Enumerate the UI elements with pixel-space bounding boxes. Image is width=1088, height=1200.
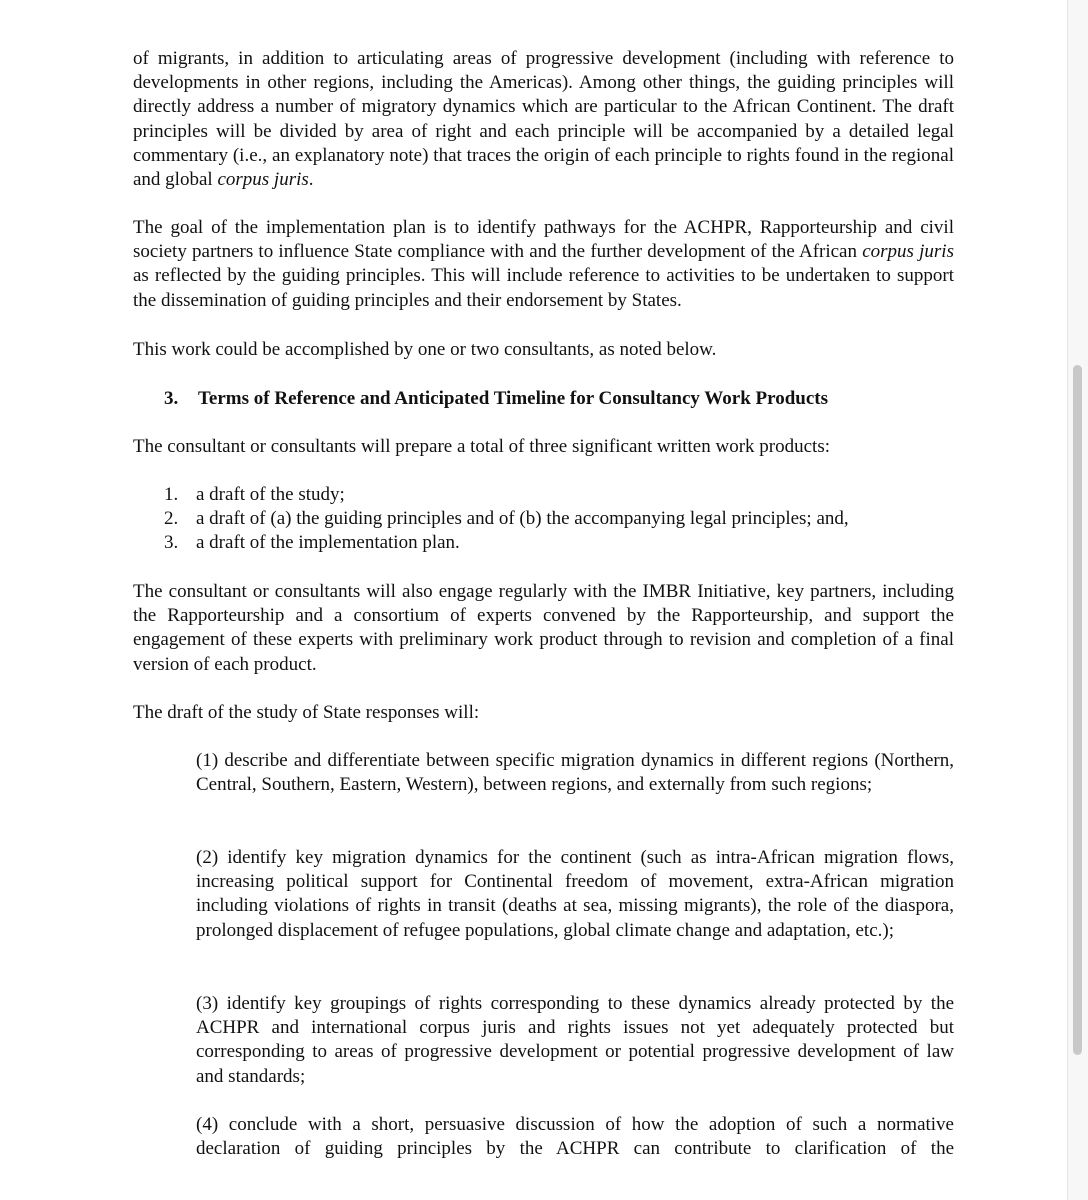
paragraph-goal [133,216,954,313]
paragraph-intro [133,47,954,192]
study-item-3: (3) identify key groupings of rights corresponding to these dynamics already protected by the ACHPR and international corpus juris and rights issues not yet adequately protected but corresponding to areas of progressive development or potential progressive development of law and standards; [196,993,954,1087]
vertical-scrollbar[interactable] [1067,0,1088,1200]
list-item-text: a draft of (a) the guiding principles and of (b) the accompanying legal principles; and, [196,508,849,530]
paragraph-study-intro: The draft of the study of State responses will: [133,702,480,723]
paragraph-consultants: This work could be accomplished by one or two consultants, as noted below. [133,339,717,360]
list-item-text: a draft of the implementation plan. [196,532,460,554]
list-item-text: a draft of the study; [196,484,345,505]
list-item [164,483,849,507]
paragraph-intro-text: of migrants, in addition to articulating areas of progressive development (including with reference to developments in other regions, including the Americas). Among other things, the guiding principles will directly address a number of migratory dynamics which are particular to the African Continent. The draft principles will be divided by area of right and each principle will be accompanied by a detailed legal commentary (i.e., an explanatory note) that traces the origin of each principle to rights found in the regional and global [133,48,954,191]
paragraph-goal-emphasis: corpus juris [862,241,954,263]
paragraph-intro-end: . [308,169,314,191]
study-item-2: (2) identify key migration dynamics for the continent (such as intra-African migration flows, increasing political support for Continental freedom of movement, extra-African migration including violations of rights in transit (deaths at sea, missing migrants), the role of the diaspora, prolonged displacement of refugee populations, global climate change and adaptation, etc.); [196,847,954,941]
products-list [164,483,849,556]
paragraph-goal-end: as reflected by the guiding principles. This will include reference to activities to be undertaken to support the dissemination of guiding principles and their endorsement by States. [133,265,954,311]
section-heading [164,387,828,411]
paragraph-engage: The consultant or consultants will also engage regularly with the IMBR Initiative, key partners, including the Rapporteurship and a consortium of experts convened by the Rapporteurship, and support the engagement of these experts with preliminary work product through to revision and completion of a final version of each product. [133,581,954,675]
paragraph-goal-text: The goal of the implementation plan is to identify pathways for the ACHPR, Rapporteurship and civil society partners to influence State compliance with and the further development of the African [133,217,954,263]
paragraph-products: The consultant or consultants will prepare a total of three significant written work products: [133,436,830,457]
list-item-number: 2. [164,508,179,530]
list-item-number: 3. [164,532,179,554]
paragraph-intro-emphasis: corpus juris [217,169,309,191]
list-item [164,507,849,531]
section-title: Terms of Reference and Anticipated Timeline for Consultancy Work Products [198,388,828,409]
section-number: 3. [164,388,179,409]
list-item [164,531,849,555]
study-item-1: (1) describe and differentiate between specific migration dynamics in different regions (Northern, Central, Southern, Eastern, Western), between regions, and externally from such regions; [196,750,954,796]
scrollbar-thumb[interactable] [1073,365,1082,1055]
study-item-4: (4) conclude with a short, persuasive discussion of how the adoption of such a normative declaration of guiding principles by the ACHPR can contribute to clarification of the [196,1114,954,1160]
list-item-number: 1. [164,484,179,505]
